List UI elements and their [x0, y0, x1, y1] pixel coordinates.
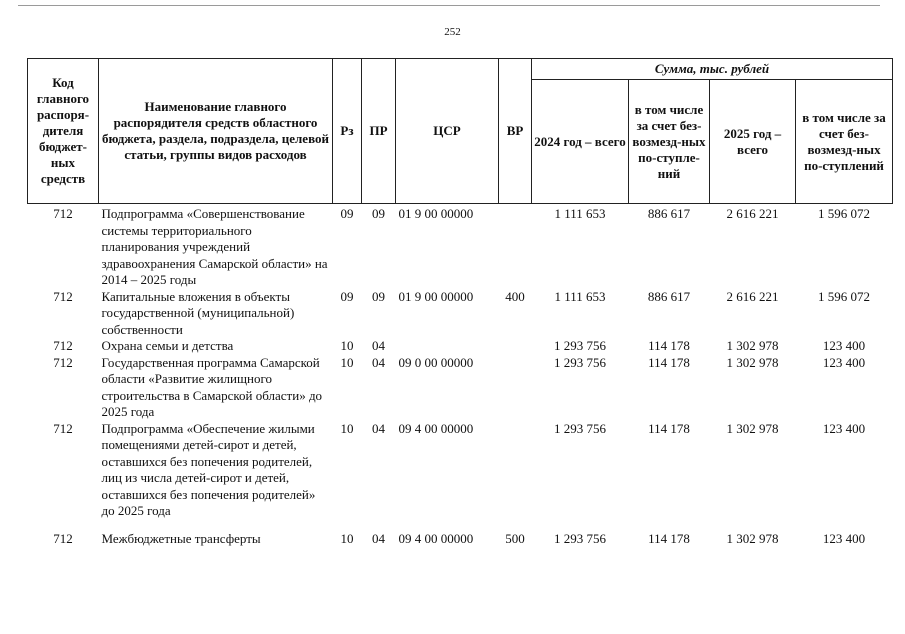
- cell-csr: 09 4 00 00000: [398, 530, 474, 546]
- cell-rz: 09: [340, 206, 354, 221]
- col-header-name: Наименование главного распорядителя средств областного бюджета, раздела, подраздела, целевой статьи, группы видов расходов: [99, 59, 333, 204]
- col-header-rz: Рз: [333, 59, 362, 204]
- cell-code: 712: [53, 354, 73, 370]
- cell-2025-grants: 1 596 072: [818, 206, 870, 221]
- cell-2025-grants: 1 596 072: [818, 288, 870, 304]
- col-header-2024-grants: в том числе за счет без-возмезд-ных по-ступле-ний: [629, 80, 710, 204]
- col-header-sum: [532, 59, 893, 80]
- cell-2025-grants: 123 400: [822, 530, 866, 546]
- cell-code: 712: [53, 338, 73, 353]
- page-number: 252: [444, 26, 461, 38]
- col-header-2025-grants: в том числе за счет без-возмезд-ных по-ступлений: [796, 80, 893, 204]
- cell-csr: 09 4 00 00000: [398, 420, 474, 436]
- cell-csr: [396, 338, 499, 355]
- cell-pr: 04: [372, 354, 385, 370]
- table-row: [28, 520, 893, 548]
- table-row: [28, 355, 893, 421]
- cell-csr: 09 0 00 00000: [398, 354, 474, 370]
- cell-2024-total: 1 293 756: [554, 420, 606, 436]
- cell-2025-total: 1 302 978: [726, 420, 779, 436]
- cell-pr: 04: [372, 420, 385, 436]
- cell-vr: [499, 421, 532, 520]
- cell-2024-total: 1 111 653: [554, 206, 606, 221]
- cell-pr: 09: [372, 206, 385, 221]
- cell-2024-grants: 114 178: [648, 530, 690, 546]
- cell-vr: [499, 204, 532, 289]
- table-header: [28, 59, 893, 204]
- cell-2025-total: 1 302 978: [726, 354, 779, 370]
- cell-2024-grants: 886 617: [647, 206, 691, 221]
- cell-2024-grants: 114 178: [648, 354, 690, 370]
- cell-rz: 10: [340, 354, 354, 370]
- cell-code: 712: [53, 288, 73, 304]
- cell-name: Охрана семьи и детства: [101, 338, 234, 353]
- cell-pr: 04: [372, 338, 385, 353]
- cell-2025-total: 2 616 221: [726, 288, 779, 304]
- cell-code: 712: [53, 206, 73, 221]
- cell-vr: [499, 355, 532, 421]
- cell-2024-total: 1 293 756: [554, 354, 606, 370]
- cell-code: 712: [53, 420, 73, 436]
- cell-2024-grants: 114 178: [648, 338, 690, 353]
- table-body: [28, 204, 893, 548]
- table-row: [28, 421, 893, 520]
- col-header-pr: ПР: [362, 59, 396, 204]
- cell-2024-total: 1 293 756: [554, 530, 606, 546]
- col-header-code: Код главного распоря-дителя бюджет-ных средств: [28, 59, 99, 204]
- cell-csr: 01 9 00 00000: [398, 206, 474, 221]
- cell-2025-total: 1 302 978: [726, 530, 779, 546]
- cell-2024-grants: 114 178: [648, 420, 690, 436]
- cell-pr: 04: [372, 530, 385, 546]
- table-row: [28, 338, 893, 355]
- cell-rz: 09: [340, 288, 354, 304]
- cell-2024-total: 1 111 653: [554, 288, 606, 304]
- cell-vr: 400: [505, 288, 525, 304]
- cell-name: Капитальные вложения в объекты государственной (муниципальной) собственности: [101, 288, 295, 337]
- cell-name: Подпрограмма «Совершенствование системы территориального планирования учреждений здравоохранения Самарской области» на 2014 – 2025 годы: [101, 206, 328, 287]
- top-rule: [18, 5, 880, 6]
- budget-table: [27, 58, 893, 547]
- table-row: [28, 204, 893, 289]
- cell-rz: 10: [340, 420, 354, 436]
- col-header-2025-total: 2025 год – всего: [710, 80, 796, 204]
- cell-vr: [499, 338, 532, 355]
- cell-rz: 10: [340, 338, 354, 353]
- col-header-csr: ЦСР: [396, 59, 499, 204]
- cell-name: Государственная программа Самарской области «Развитие жилищного строительства в Самарской области» до 2025 года: [101, 354, 323, 419]
- cell-rz: 10: [340, 530, 354, 546]
- cell-pr: 09: [372, 288, 385, 304]
- col-header-2024-total: 2024 год – всего: [532, 80, 629, 204]
- col-header-sum-text: Сумма, тыс. рублей: [654, 61, 770, 76]
- cell-2025-grants: 123 400: [822, 420, 866, 436]
- cell-csr: 01 9 00 00000: [398, 288, 474, 304]
- cell-2024-total: 1 293 756: [554, 338, 606, 353]
- cell-name: Подпрограмма «Обеспечение жилыми помещениями детей-сирот и детей, оставшихся без попечения родителей, лиц из числа детей-сирот и детей, оставшихся без попечения родителей» до 2025 года: [101, 420, 316, 518]
- cell-code: 712: [53, 530, 73, 546]
- cell-name: Межбюджетные трансферты: [101, 530, 261, 546]
- table-row: [28, 289, 893, 339]
- cell-2025-grants: 123 400: [822, 354, 866, 370]
- cell-2025-total: 2 616 221: [726, 206, 779, 221]
- cell-2025-total: 1 302 978: [726, 338, 779, 353]
- cell-vr: 500: [505, 530, 525, 546]
- cell-2024-grants: 886 617: [647, 288, 691, 304]
- cell-2025-grants: 123 400: [822, 338, 866, 353]
- col-header-vr: ВР: [499, 59, 532, 204]
